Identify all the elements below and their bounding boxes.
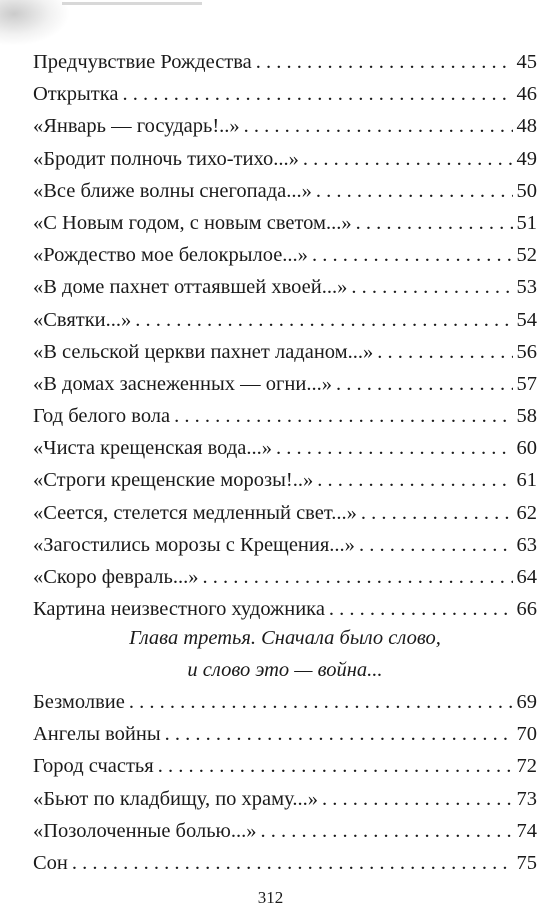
toc-entry-title: «Святки...» <box>33 308 132 331</box>
toc-entry-page: 63 <box>516 533 537 556</box>
toc-entry-page: 62 <box>516 501 537 524</box>
toc-entry <box>33 175 537 207</box>
table-of-contents-top <box>33 46 537 625</box>
toc-entry-title: Картина неизвестного художника <box>33 598 325 621</box>
toc-entry-page: 57 <box>516 372 537 395</box>
dot-leader <box>361 497 513 529</box>
toc-entry-title: Сон <box>33 851 68 874</box>
chapter-heading-line-1: Глава третья. Сначала было слово, <box>129 627 441 649</box>
toc-entry-title: «Рождество мое белокрылое...» <box>33 244 308 267</box>
toc-entry-title: «Бьют по кладбищу, по храму...» <box>33 787 318 810</box>
dot-leader <box>135 304 512 336</box>
toc-entry <box>33 432 537 464</box>
toc-entry-page: 45 <box>516 51 537 73</box>
toc-entry <box>33 110 537 142</box>
toc-entry-title: Город счастья <box>33 755 154 778</box>
dot-leader <box>244 110 513 142</box>
toc-entry-page: 49 <box>516 147 537 170</box>
toc-entry-title: «Чиста крещенская вода...» <box>33 437 272 460</box>
toc-entry-title: Год белого вола <box>33 405 171 428</box>
toc-entry <box>33 561 537 593</box>
toc-entry <box>33 529 537 561</box>
toc-entry-title: «Сеется, стелется медленный свет...» <box>33 501 357 524</box>
toc-entry <box>33 207 537 239</box>
toc-entry <box>33 239 537 271</box>
dot-leader <box>336 368 513 400</box>
dot-leader <box>303 143 513 175</box>
toc-entry-title: «В доме пахнет оттаявшей хвоей...» <box>33 276 348 299</box>
toc-entry <box>33 497 537 529</box>
dot-leader <box>351 271 512 303</box>
toc-entry <box>33 593 537 625</box>
toc-entry <box>33 46 537 78</box>
dot-leader <box>203 561 513 593</box>
toc-entry-page: 53 <box>516 276 537 299</box>
dot-leader <box>377 336 512 368</box>
table-of-contents-bottom <box>33 686 537 879</box>
dot-leader <box>316 175 513 207</box>
toc-entry <box>33 847 537 879</box>
dot-leader <box>312 239 513 271</box>
dot-leader <box>174 400 512 432</box>
toc-entry-title: Ангелы войны <box>33 723 161 746</box>
toc-entry-title: «Скоро февраль...» <box>33 566 199 588</box>
top-edge-mark <box>62 2 202 5</box>
page-corner-smudge <box>0 0 70 46</box>
toc-entry <box>33 783 537 815</box>
toc-entry-page: 70 <box>516 723 537 746</box>
toc-entry-page: 56 <box>516 340 537 363</box>
toc-entry-page: 69 <box>516 691 537 713</box>
toc-entry-page: 50 <box>516 179 537 202</box>
toc-entry-title: «С Новым годом, с новым светом...» <box>33 211 352 234</box>
toc-entry-title: «Позолоченные болью...» <box>33 819 257 842</box>
dot-leader <box>322 783 513 815</box>
toc-entry-page: 51 <box>516 211 537 234</box>
page-number: 312 <box>257 888 284 907</box>
toc-entry <box>33 815 537 847</box>
toc-entry-page: 72 <box>516 755 537 778</box>
dot-leader <box>261 815 513 847</box>
toc-entry <box>33 368 537 400</box>
dot-leader <box>359 529 513 561</box>
toc-entry <box>33 400 537 432</box>
dot-leader <box>158 750 513 782</box>
toc-entry <box>33 750 537 782</box>
toc-entry-page: 48 <box>516 115 537 138</box>
dot-leader <box>122 78 512 110</box>
toc-entry-page: 64 <box>516 566 537 588</box>
dot-leader <box>329 593 513 625</box>
toc-entry-title: «Загостились морозы с Крещения...» <box>33 533 355 556</box>
toc-entry-page: 52 <box>516 244 537 267</box>
dot-leader <box>356 207 513 239</box>
toc-entry-title: «Строги крещенские морозы!..» <box>33 469 314 492</box>
toc-entry <box>33 304 537 336</box>
dot-leader <box>165 718 513 750</box>
toc-entry-page: 75 <box>516 851 537 874</box>
toc-entry-page: 60 <box>516 437 537 460</box>
toc-entry-title: Безмолвие <box>33 691 125 713</box>
toc-entry-page: 73 <box>516 787 537 810</box>
dot-leader <box>72 847 513 879</box>
toc-entry-title: Открытка <box>33 83 119 106</box>
toc-entry-page: 54 <box>516 308 537 331</box>
toc-entry-page: 74 <box>516 819 537 842</box>
chapter-heading-line-2: и слово это — война... <box>187 659 383 681</box>
toc-entry-page: 61 <box>516 469 537 492</box>
dot-leader <box>276 432 513 464</box>
toc-entry <box>33 271 537 303</box>
toc-entry-title: «Январь — государь!..» <box>33 115 240 138</box>
toc-entry-title: «Все ближе волны снегопада...» <box>33 179 312 202</box>
toc-entry-page: 58 <box>516 405 537 428</box>
toc-entry-title: Предчувствие Рождества <box>33 51 252 73</box>
toc-entry-title: «Бродит полночь тихо-тихо...» <box>33 147 299 170</box>
toc-entry-title: «В сельской церкви пахнет ладаном...» <box>33 340 374 363</box>
toc-entry <box>33 718 537 750</box>
toc-entry-page: 46 <box>516 83 537 106</box>
toc-entry <box>33 336 537 368</box>
toc-entry-title: «В домах заснеженных — огни...» <box>33 372 332 395</box>
chapter-heading <box>33 622 537 686</box>
toc-entry <box>33 686 537 718</box>
toc-entry-page: 66 <box>516 598 537 621</box>
dot-leader <box>129 686 513 718</box>
dot-leader <box>256 46 513 78</box>
toc-entry <box>33 78 537 110</box>
dot-leader <box>317 464 512 496</box>
toc-entry <box>33 464 537 496</box>
toc-entry <box>33 143 537 175</box>
